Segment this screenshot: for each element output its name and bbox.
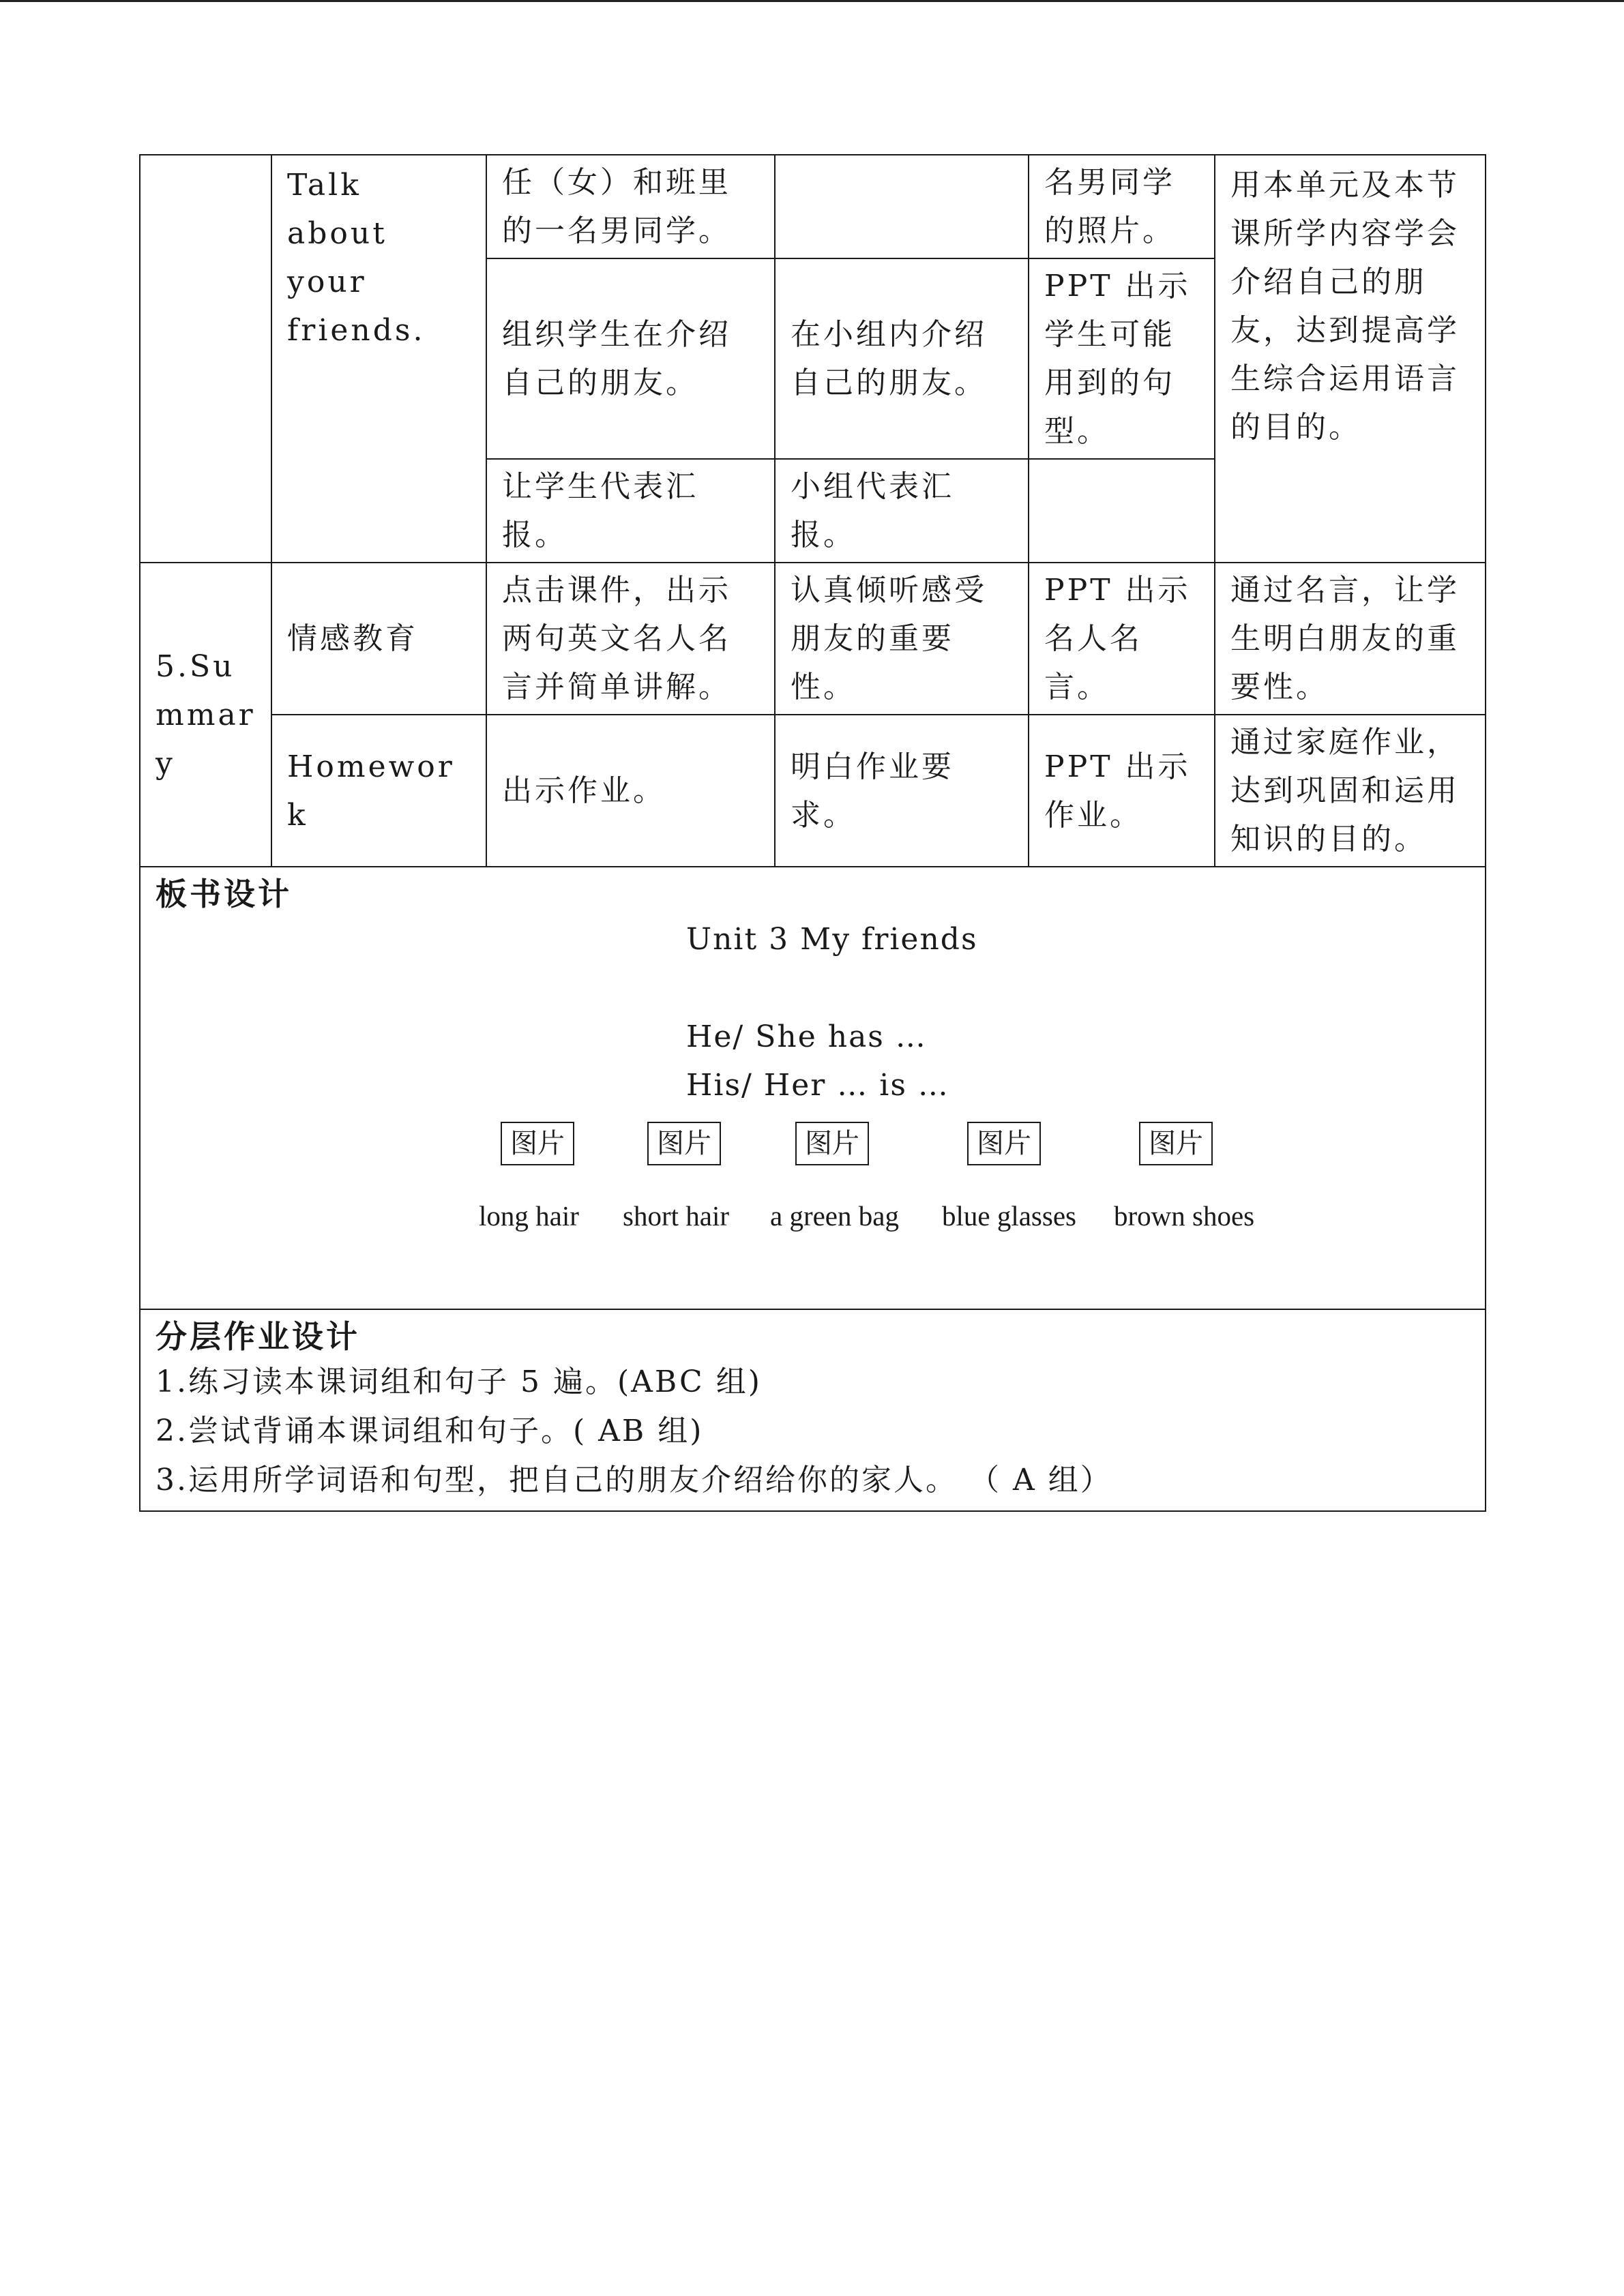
activity-homework: Homework	[271, 715, 486, 867]
homework-design-title: 分层作业设计	[156, 1318, 360, 1355]
activity-talk-about-friends: Talk about your friends.	[271, 155, 486, 563]
vocabulary-word: a green bag	[770, 1200, 899, 1232]
teacher-activity: 让学生代表汇报。	[486, 459, 775, 563]
student-activity: 小组代表汇报。	[775, 459, 1029, 563]
student-activity: 认真倾听感受朋友的重要性。	[775, 563, 1029, 715]
picture-placeholder: 图片	[1139, 1122, 1213, 1165]
board-design-title: 板书设计	[156, 876, 292, 912]
media-resource: 名男同学的照片。	[1029, 155, 1215, 258]
media-resource: PPT 出示学生可能用到的句型。	[1029, 258, 1215, 459]
vocabulary-row	[156, 1195, 1470, 1236]
media-resource	[1029, 459, 1215, 563]
page-top-border	[0, 0, 1624, 2]
student-activity: 在小组内介绍自己的朋友。	[775, 258, 1029, 459]
design-purpose: 通过名言，让学生明白朋友的重要性。	[1215, 563, 1486, 715]
homework-design-section	[140, 1309, 1486, 1511]
media-resource: PPT 出示名人名言。	[1029, 563, 1215, 715]
vocabulary-word: brown shoes	[1114, 1200, 1255, 1232]
table-row	[140, 563, 1486, 715]
picture-row	[156, 1122, 1470, 1195]
student-activity	[775, 155, 1029, 258]
picture-placeholder: 图片	[967, 1122, 1041, 1165]
lesson-plan-table	[139, 154, 1486, 1512]
activity-emotion-education: 情感教育	[271, 563, 486, 715]
table-row	[140, 867, 1486, 1309]
teacher-activity: 点击课件，出示两句英文名人名言并简单讲解。	[486, 563, 775, 715]
board-lines	[686, 915, 1470, 1109]
homework-item: 2.尝试背诵本课词组和句子。( AB 组)	[156, 1414, 704, 1448]
vocabulary-word: short hair	[623, 1200, 729, 1232]
vocabulary-word: blue glasses	[942, 1200, 1076, 1232]
board-line: His/ Her … is …	[686, 1068, 949, 1103]
media-resource: PPT 出示作业。	[1029, 715, 1215, 867]
teacher-activity: 出示作业。	[486, 715, 775, 867]
table-row	[140, 155, 1486, 258]
student-activity: 明白作业要求。	[775, 715, 1029, 867]
vocabulary-word: long hair	[479, 1200, 579, 1232]
picture-placeholder: 图片	[795, 1122, 869, 1165]
picture-placeholder: 图片	[647, 1122, 721, 1165]
board-design-section	[140, 867, 1486, 1309]
homework-item: 1.练习读本课词组和句子 5 遍。(ABC 组)	[156, 1365, 762, 1399]
stage-label-empty	[140, 155, 271, 563]
board-line: He/ She has …	[686, 1019, 927, 1054]
design-purpose: 通过家庭作业，达到巩固和运用知识的目的。	[1215, 715, 1486, 867]
design-purpose: 用本单元及本节课所学内容学会介绍自己的朋友，达到提高学生综合运用语言的目的。	[1215, 155, 1486, 563]
board-line-title: Unit 3 My friends	[686, 922, 978, 957]
teacher-activity: 组织学生在介绍自己的朋友。	[486, 258, 775, 459]
homework-item: 3.运用所学词语和句型，把自己的朋友介绍给你的家人。 （ A 组）	[156, 1463, 1112, 1497]
picture-placeholder: 图片	[501, 1122, 574, 1165]
teacher-activity: 任（女）和班里的一名男同学。	[486, 155, 775, 258]
table-row	[140, 1309, 1486, 1511]
stage-label-summary: 5.Summary	[140, 563, 271, 867]
table-row	[140, 715, 1486, 867]
